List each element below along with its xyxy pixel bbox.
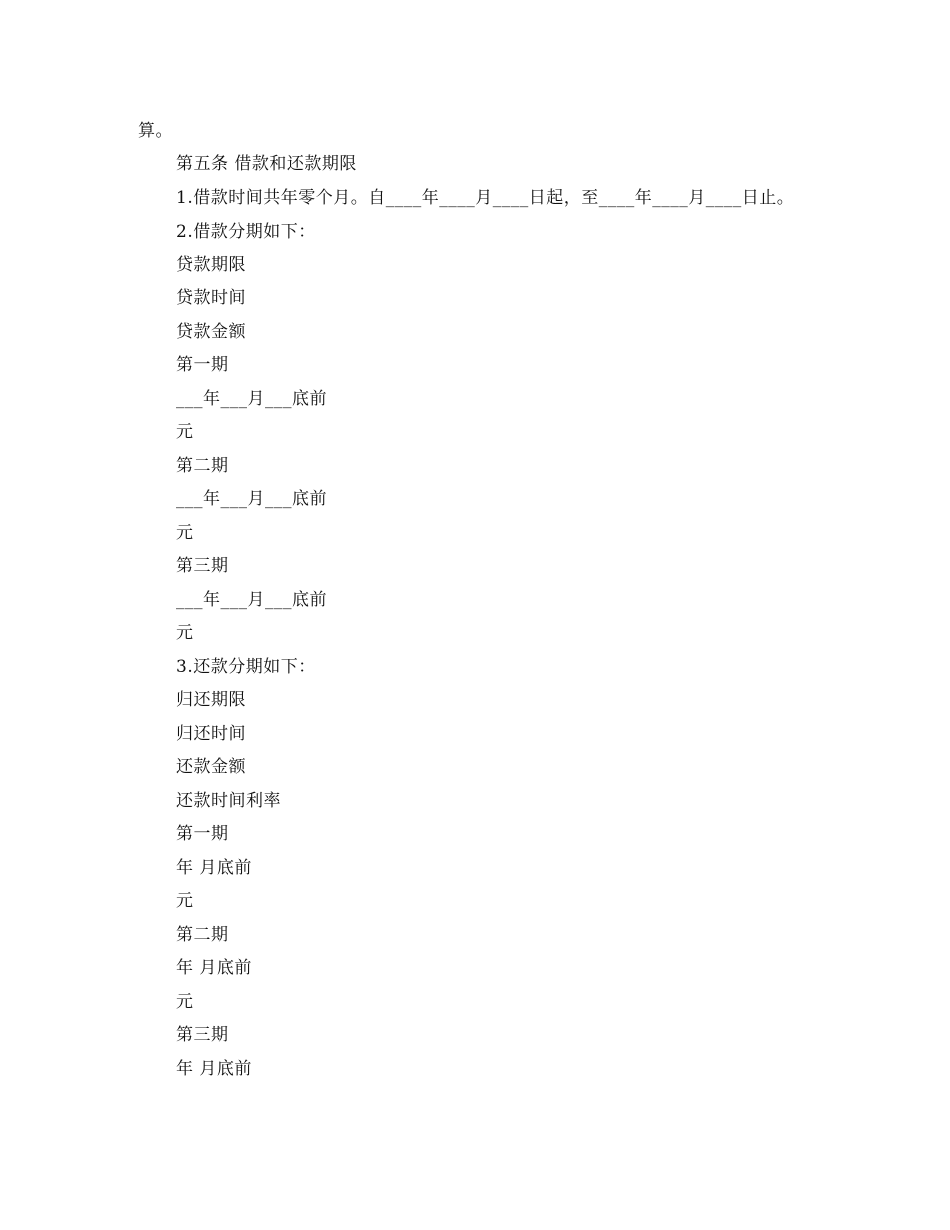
repay-row-1-time: 年 月底前: [176, 858, 252, 878]
loan-col-amount: 贷款金额: [176, 322, 246, 342]
loan-row-1-period: 第一期: [176, 355, 229, 375]
loan-col-period: 贷款期限: [176, 255, 246, 275]
repay-row-2-amount: 元: [176, 992, 194, 1012]
repay-row-3-period: 第三期: [176, 1025, 229, 1045]
loan-col-time: 贷款时间: [176, 288, 246, 308]
repay-row-3-time: 年 月底前: [176, 1059, 252, 1079]
repay-col-period: 归还期限: [176, 690, 246, 710]
repay-row-1-amount: 元: [176, 891, 194, 911]
repay-installments-heading: 3.还款分期如下：: [176, 657, 316, 677]
repay-row-2-period: 第二期: [176, 925, 229, 945]
loan-row-3-amount: 元: [176, 623, 194, 643]
loan-row-2-time: ___年___月___底前: [176, 489, 327, 509]
repay-row-2-time: 年 月底前: [176, 958, 252, 978]
repay-col-time: 归还时间: [176, 724, 246, 744]
repay-row-1-period: 第一期: [176, 824, 229, 844]
article-heading: 第五条 借款和还款期限: [176, 154, 357, 174]
loan-row-2-period: 第二期: [176, 456, 229, 476]
loan-row-2-amount: 元: [176, 523, 194, 543]
loan-row-1-time: ___年___月___底前: [176, 389, 327, 409]
loan-row-1-amount: 元: [176, 422, 194, 442]
repay-col-amount: 还款金额: [176, 757, 246, 777]
loan-installments-heading: 2.借款分期如下：: [176, 222, 316, 242]
repay-col-rate: 还款时间利率: [176, 791, 281, 811]
loan-row-3-period: 第三期: [176, 556, 229, 576]
loan-term-line: 1.借款时间共年零个月。自____年____月____日起，至____年____月____日止。: [176, 188, 795, 208]
loan-row-3-time: ___年___月___底前: [176, 590, 327, 610]
continuation-text: 算。: [138, 121, 173, 141]
